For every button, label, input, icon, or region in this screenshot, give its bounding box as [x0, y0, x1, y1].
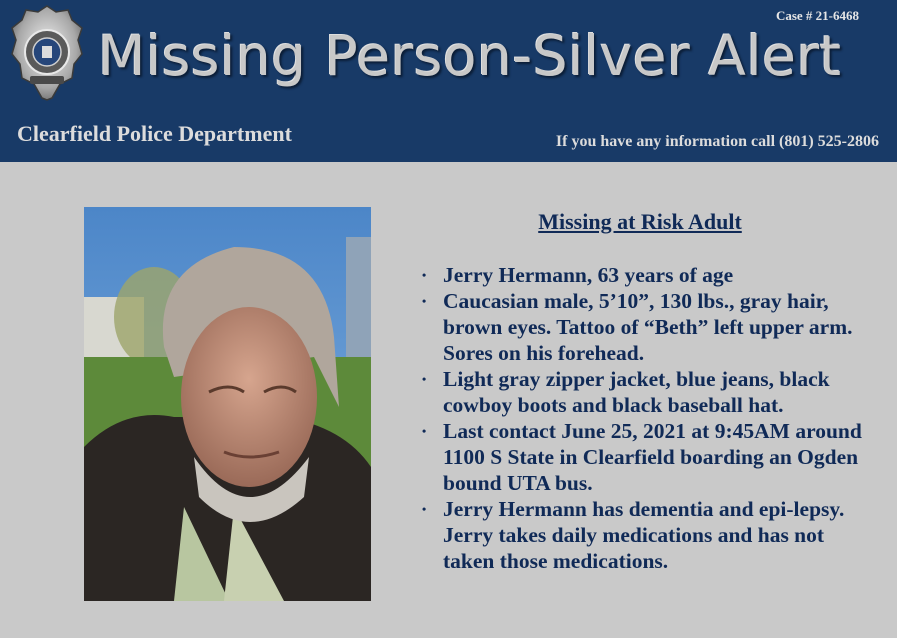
list-item: • Jerry Hermann has dementia and epi-lepsy. Jerry takes daily medications and has not taken those medications.: [420, 496, 880, 574]
list-item: • Jerry Hermann, 63 years of age: [420, 262, 880, 288]
department-name: Clearfield Police Department: [17, 121, 292, 146]
case-number: Case # 21-6468: [775, 8, 859, 23]
section-heading: Missing at Risk Adult: [538, 209, 742, 234]
list-item: • Last contact June 25, 2021 at 9:45AM around 1100 S State in Clearfield boarding an Ogden bound UTA bus.: [420, 418, 880, 496]
police-badge-icon: [10, 4, 84, 102]
details-list: [420, 262, 880, 574]
alert-header: [0, 0, 897, 162]
alert-title: Missing Person-Silver Alert: [98, 24, 842, 88]
missing-person-photo: [84, 207, 371, 601]
list-item: • Light gray zipper jacket, blue jeans, black cowboy boots and black baseball hat.: [420, 366, 880, 418]
list-item: • Caucasian male, 5’10”, 130 lbs., gray hair, brown eyes. Tattoo of “Beth” left upper arm. Sores on his forehead.: [420, 288, 880, 366]
contact-phone: If you have any information call (801) 525-2806: [555, 133, 879, 150]
